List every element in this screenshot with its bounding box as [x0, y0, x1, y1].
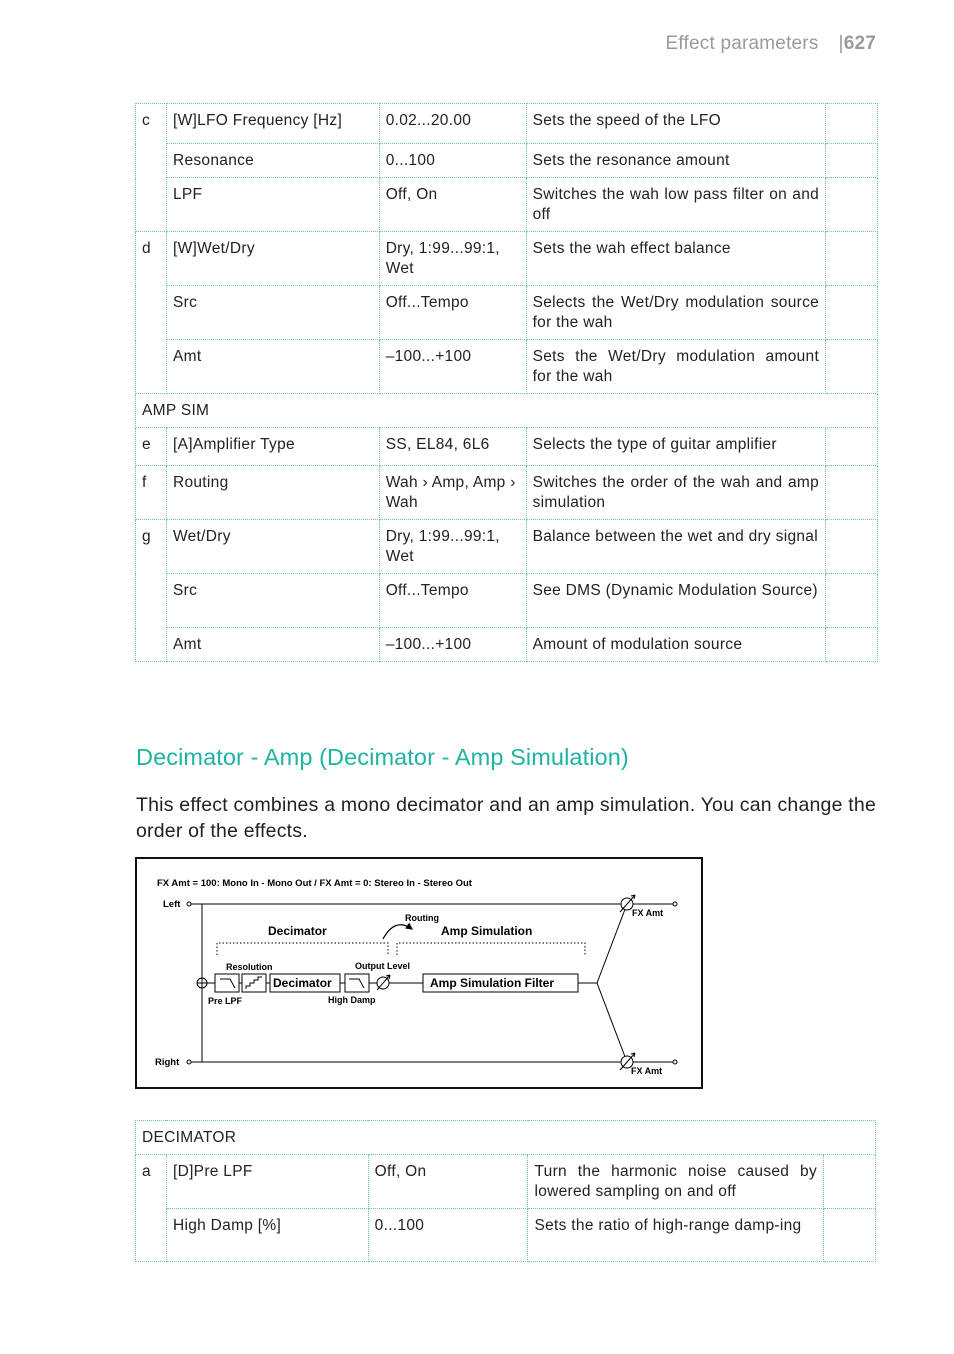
- param-name: Amt: [166, 340, 379, 394]
- table-row: [136, 286, 878, 340]
- param-desc: Selects the type of guitar amplifier: [526, 428, 826, 466]
- dotted-bracket-amp: [397, 943, 585, 955]
- param-extra: [826, 628, 878, 662]
- table-row: [136, 466, 878, 520]
- param-extra: [826, 340, 878, 394]
- param-extra: [826, 466, 878, 520]
- param-id: d: [136, 232, 167, 394]
- param-range: Wah › Amp, Amp › Wah: [379, 466, 526, 520]
- table-row: [136, 232, 878, 286]
- param-name: Src: [166, 286, 379, 340]
- param-range: Off, On: [368, 1155, 528, 1209]
- param-id: c: [136, 104, 167, 232]
- amp-group-label: Amp Simulation: [441, 924, 533, 938]
- pre-lpf-label: Pre LPF: [208, 996, 243, 1006]
- table-section-row: [136, 1121, 876, 1155]
- table-row: [136, 428, 878, 466]
- param-desc: Sets the ratio of high-range damp-ing: [528, 1209, 824, 1262]
- resolution-block: [242, 974, 266, 992]
- output-level-knob-icon: [377, 975, 390, 990]
- table-row: [136, 628, 878, 662]
- param-extra: [826, 286, 878, 340]
- high-damp-label: High Damp: [328, 995, 376, 1005]
- param-name: Amt: [166, 628, 379, 662]
- table-section-row: [136, 394, 878, 428]
- param-extra: [826, 178, 878, 232]
- dotted-bracket-decimator: [217, 943, 388, 955]
- param-id: e: [136, 428, 167, 466]
- param-extra: [826, 428, 878, 466]
- right-input-terminal: [187, 1060, 191, 1064]
- param-desc: Amount of modulation source: [526, 628, 826, 662]
- page-header: [666, 33, 876, 55]
- param-desc: Selects the Wet/Dry modulation source for the wah: [526, 286, 826, 340]
- param-name: Wet/Dry: [166, 520, 379, 574]
- pre-lpf-block: [215, 974, 239, 992]
- table-row: [136, 178, 878, 232]
- amp-simulation-filter-label: Amp Simulation Filter: [430, 976, 555, 990]
- param-name: [W]Wet/Dry: [166, 232, 379, 286]
- section-label-decimator: DECIMATOR: [136, 1121, 876, 1155]
- param-range: 0.02...20.00: [379, 104, 526, 144]
- param-desc: Balance between the wet and dry signal: [526, 520, 826, 574]
- param-desc: Sets the speed of the LFO: [526, 104, 826, 144]
- param-range: Dry, 1:99...99:1, Wet: [379, 232, 526, 286]
- label-left: Left: [163, 899, 181, 910]
- param-range: 0...100: [379, 144, 526, 178]
- table-row: [136, 340, 878, 394]
- section-intro: This effect combines a mono decimator and an amp simulation. You can change the order of the effects.: [136, 794, 876, 842]
- param-desc: See DMS (Dynamic Modulation Source): [526, 574, 826, 628]
- param-name: Src: [166, 574, 379, 628]
- fx-amt-top-label: FX Amt: [632, 908, 664, 918]
- parameter-table-wah: [135, 103, 878, 662]
- routing-arrow-icon: [383, 925, 412, 939]
- param-name: [D]Pre LPF: [166, 1155, 368, 1209]
- decimator-block-label: Decimator: [273, 976, 332, 990]
- right-output-terminal: [673, 1060, 677, 1064]
- param-desc: Turn the harmonic noise caused by lowered sampling on and off: [528, 1155, 824, 1209]
- table-row: [136, 104, 878, 144]
- table-row: [136, 144, 878, 178]
- param-name: Resonance: [166, 144, 379, 178]
- header-separator: |: [838, 33, 844, 54]
- param-extra: [826, 104, 878, 144]
- param-desc: Sets the wah effect balance: [526, 232, 826, 286]
- param-name: High Damp [%]: [166, 1209, 368, 1262]
- left-input-terminal: [187, 902, 191, 906]
- param-desc: Switches the order of the wah and amp simulation: [526, 466, 826, 520]
- section-label-amp-sim: AMP SIM: [136, 394, 878, 428]
- param-name: [A]Amplifier Type: [166, 428, 379, 466]
- left-output-terminal: [673, 902, 677, 906]
- fx-amt-bottom-label: FX Amt: [631, 1066, 663, 1076]
- label-right: Right: [155, 1057, 180, 1068]
- table-row: [136, 1155, 876, 1209]
- section-title: Decimator - Amp (Decimator - Amp Simulation): [136, 744, 629, 770]
- table-row: [136, 520, 878, 574]
- table-row: [136, 574, 878, 628]
- routing-label: Routing: [405, 913, 439, 923]
- param-extra: [824, 1209, 876, 1262]
- param-range: Off...Tempo: [379, 286, 526, 340]
- param-range: Dry, 1:99...99:1, Wet: [379, 520, 526, 574]
- param-extra: [826, 144, 878, 178]
- decimator-group-label: Decimator: [268, 924, 327, 938]
- param-range: Off...Tempo: [379, 574, 526, 628]
- param-desc: Sets the resonance amount: [526, 144, 826, 178]
- param-id: f: [136, 466, 167, 520]
- param-range: –100...+100: [379, 628, 526, 662]
- signal-flow-diagram: [135, 857, 703, 1089]
- mixer-icon: [197, 978, 207, 988]
- param-extra: [824, 1155, 876, 1209]
- param-desc: Sets the Wet/Dry modulation amount for the wah: [526, 340, 826, 394]
- param-range: SS, EL84, 6L6: [379, 428, 526, 466]
- param-extra: [826, 520, 878, 574]
- param-extra: [826, 574, 878, 628]
- parameter-table-decimator: [135, 1120, 876, 1262]
- param-desc: Switches the wah low pass filter on and off: [526, 178, 826, 232]
- param-range: 0...100: [368, 1209, 528, 1262]
- param-id: a: [136, 1155, 167, 1262]
- param-name: Routing: [166, 466, 379, 520]
- param-id: g: [136, 520, 167, 662]
- page-number: 627: [843, 33, 876, 54]
- param-range: Off, On: [379, 178, 526, 232]
- param-range: –100...+100: [379, 340, 526, 394]
- output-level-label: Output Level: [355, 961, 411, 971]
- resolution-label: Resolution: [226, 962, 273, 972]
- table-row: [136, 1209, 876, 1262]
- param-extra: [826, 232, 878, 286]
- header-section: Effect parameters: [665, 33, 819, 54]
- param-name: LPF: [166, 178, 379, 232]
- diagram-caption: FX Amt = 100: Mono In - Mono Out / FX Amt = 0: Stereo In - Stereo Out: [157, 878, 472, 889]
- high-damp-block: [345, 974, 369, 992]
- param-name: [W]LFO Frequency [Hz]: [166, 104, 379, 144]
